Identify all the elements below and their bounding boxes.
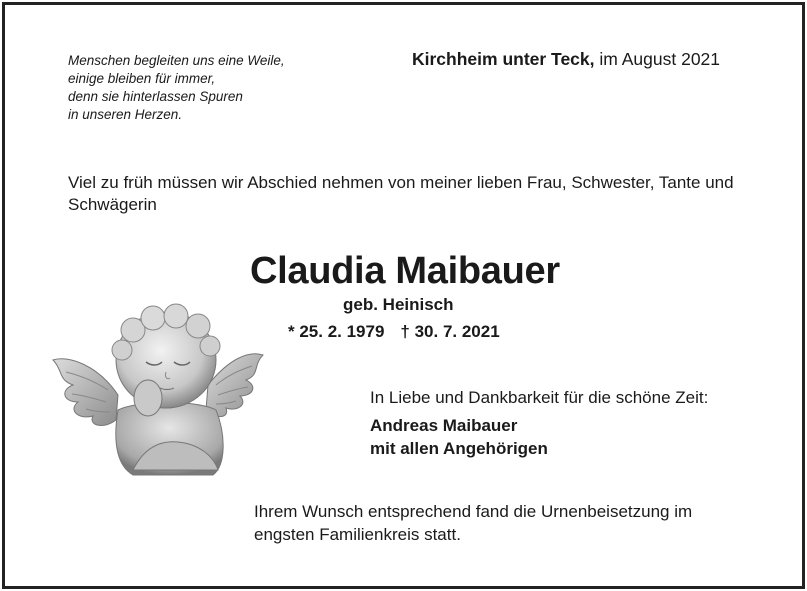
poem-line: denn sie hinterlassen Spuren <box>68 89 243 104</box>
mourners <box>370 414 548 460</box>
place-date <box>412 49 720 70</box>
deceased-name: Claudia Maibauer <box>250 250 560 292</box>
death-date: † 30. 7. 2021 <box>400 322 500 341</box>
funeral-note: Ihrem Wunsch entsprechend fand die Urnenbeisetzung im engsten Familienkreis statt. <box>254 502 693 544</box>
mourner-name: Andreas Maibauer <box>370 416 518 435</box>
poem-line: in unseren Herzen. <box>68 107 183 122</box>
date: im August 2021 <box>594 49 721 69</box>
birth-date: * 25. 2. 1979 <box>288 322 385 341</box>
poem-line: Menschen begleiten uns eine Weile, <box>68 53 285 68</box>
mourner-relatives: mit allen Angehörigen <box>370 439 548 458</box>
intro-text: Viel zu früh müssen wir Abschied nehmen von meiner lieben Frau, Schwester, Tante und Schwägerin <box>68 173 734 214</box>
thanks-text: In Liebe und Dankbarkeit für die schöne Zeit: <box>370 388 709 407</box>
maiden-name: geb. Heinisch <box>343 295 454 314</box>
life-dates <box>288 322 500 342</box>
cherub-angel-icon <box>48 290 268 485</box>
place: Kirchheim unter Teck, <box>412 49 595 69</box>
poem-line: einige bleiben für immer, <box>68 71 216 86</box>
poem <box>68 52 285 124</box>
